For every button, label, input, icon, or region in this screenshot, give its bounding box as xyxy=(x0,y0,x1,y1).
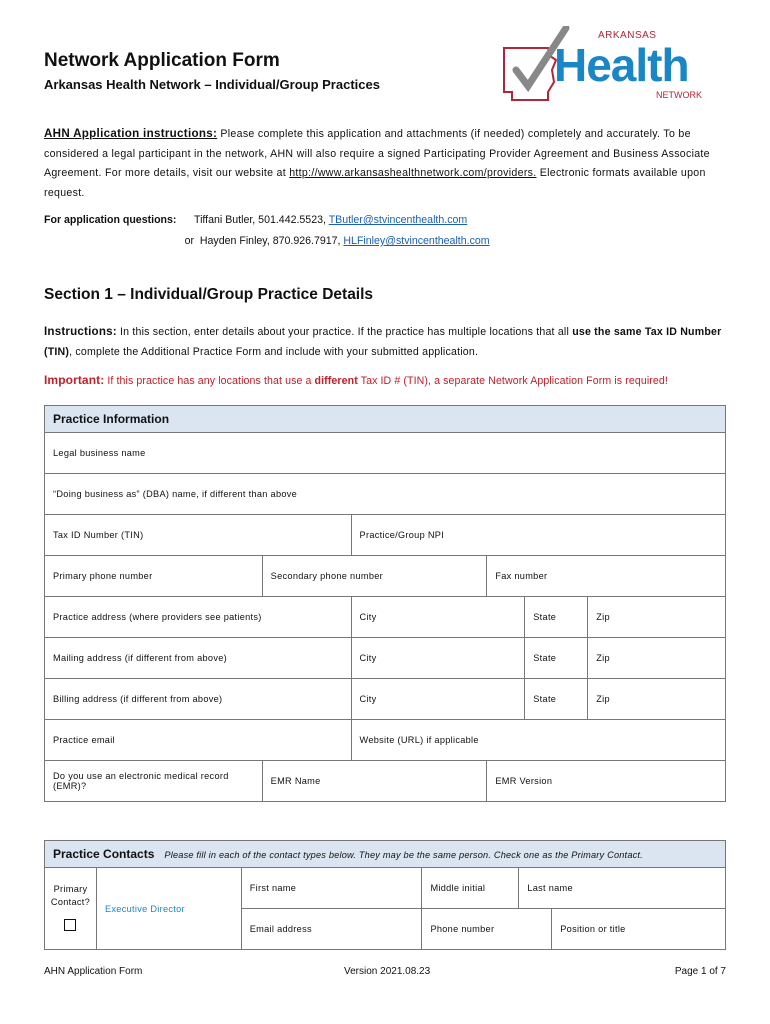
emr-name-field[interactable]: EMR Name xyxy=(262,761,487,802)
npi-field[interactable]: Practice/Group NPI xyxy=(351,515,725,556)
billing-address-field[interactable]: Billing address (if different from above) xyxy=(45,679,352,720)
practice-contacts-header xyxy=(45,841,726,868)
instructions-text-1: Please complete this application and attachments (if needed) completely and accurately. To be considered a legal participant in the network, AHN will also require a signed Participating Provider Agreement and Business Associate Agreement. For more details, visit our website at xyxy=(44,128,710,179)
practice-contacts-table xyxy=(44,840,726,950)
mailing-address-field[interactable]: Mailing address (if different from above) xyxy=(45,638,352,679)
practice-address-field[interactable]: Practice address (where providers see patients) xyxy=(45,597,352,638)
last-name-field[interactable]: Last name xyxy=(519,868,726,909)
practice-city-field[interactable]: City xyxy=(351,597,525,638)
contact-phone-field[interactable]: Phone number xyxy=(422,909,552,950)
practice-information-table xyxy=(44,405,726,802)
mailing-state-field[interactable]: State xyxy=(525,638,588,679)
website-field[interactable]: Website (URL) if applicable xyxy=(351,720,725,761)
instructions-heading: AHN Application instructions: xyxy=(44,127,218,140)
emr-version-field[interactable]: EMR Version xyxy=(487,761,726,802)
footer-form-name: AHN Application Form xyxy=(44,966,143,977)
primary-contact-cell xyxy=(45,868,97,950)
important-text-2: Tax ID # (TIN), a separate Network Application Form is required! xyxy=(357,375,668,387)
legal-business-name-field[interactable]: Legal business name xyxy=(45,433,726,474)
contact2-email-link[interactable]: HLFinley@stvincenthealth.com xyxy=(343,235,490,247)
important-text-1: If this practice has any locations that use a xyxy=(104,375,315,387)
section1-instructions-bold: use the same Tax ID Number (TIN) xyxy=(44,326,722,358)
primary-contact-checkbox[interactable] xyxy=(64,919,76,931)
page-subtitle: Arkansas Health Network – Individual/Group Practices xyxy=(44,77,380,92)
important-bold: different xyxy=(314,375,358,387)
application-questions xyxy=(44,210,490,252)
primary-contact-label: Primary Contact? xyxy=(50,883,91,907)
practice-state-field[interactable]: State xyxy=(525,597,588,638)
secondary-phone-field[interactable]: Secondary phone number xyxy=(262,556,487,597)
practice-email-field[interactable]: Practice email xyxy=(45,720,352,761)
footer-version: Version 2021.08.23 xyxy=(344,966,431,977)
section1-instructions-heading: Instructions: xyxy=(44,325,117,338)
logo-text-bottom: NETWORK xyxy=(656,90,702,100)
fax-field[interactable]: Fax number xyxy=(487,556,726,597)
application-instructions xyxy=(44,124,734,203)
contact-email-field[interactable]: Email address xyxy=(241,909,422,950)
footer-page-number: Page 1 of 7 xyxy=(674,966,726,977)
primary-phone-field[interactable]: Primary phone number xyxy=(45,556,263,597)
contact2-name: Hayden Finley, 870.926.7917, xyxy=(199,235,344,247)
section1-title: Section 1 – Individual/Group Practice Details xyxy=(44,286,374,303)
first-name-field[interactable]: First name xyxy=(241,868,422,909)
logo-text-top: ARKANSAS xyxy=(598,30,657,41)
billing-city-field[interactable]: City xyxy=(351,679,525,720)
questions-label: For application questions: xyxy=(44,214,177,226)
contact1-email-link[interactable]: TButler@stvincenthealth.com xyxy=(328,214,468,226)
contact1-name: Tiffani Butler, 501.442.5523, xyxy=(194,214,329,226)
section1-instructions-text-1: In this section, enter details about your practice. If the practice has multiple locations that all xyxy=(116,326,573,338)
or-separator: or xyxy=(184,235,194,247)
practice-information-header: Practice Information xyxy=(45,406,726,433)
emr-question-field[interactable]: Do you use an electronic medical record (EMR)? xyxy=(45,761,263,802)
logo-text-main: Health xyxy=(554,39,689,91)
mailing-zip-field[interactable]: Zip xyxy=(588,638,726,679)
important-heading: Important: xyxy=(44,373,105,387)
important-notice xyxy=(44,373,744,387)
practice-zip-field[interactable]: Zip xyxy=(588,597,726,638)
practice-contacts-note: Please fill in each of the contact types below. They may be the same person. Check one as the Primary Contact. xyxy=(164,850,643,860)
arkansas-health-logo xyxy=(498,26,708,104)
contact-position-field[interactable]: Position or title xyxy=(552,909,726,950)
section1-instructions-text-2: , complete the Additional Practice Form and include with your submitted application. xyxy=(69,345,479,358)
billing-zip-field[interactable]: Zip xyxy=(588,679,726,720)
tin-field[interactable]: Tax ID Number (TIN) xyxy=(45,515,352,556)
section1-instructions xyxy=(44,322,734,362)
middle-initial-field[interactable]: Middle initial xyxy=(422,868,519,909)
mailing-city-field[interactable]: City xyxy=(351,638,525,679)
practice-contacts-title: Practice Contacts xyxy=(53,847,155,861)
instructions-text-2: Electronic formats available upon request. xyxy=(44,167,706,199)
providers-website-link[interactable]: http://www.arkansashealthnetwork.com/providers. xyxy=(289,167,537,179)
dba-name-field[interactable]: “Doing business as” (DBA) name, if different than above xyxy=(45,474,726,515)
executive-director-role: Executive Director xyxy=(96,868,241,950)
page-title: Network Application Form xyxy=(44,50,280,71)
billing-state-field[interactable]: State xyxy=(525,679,588,720)
